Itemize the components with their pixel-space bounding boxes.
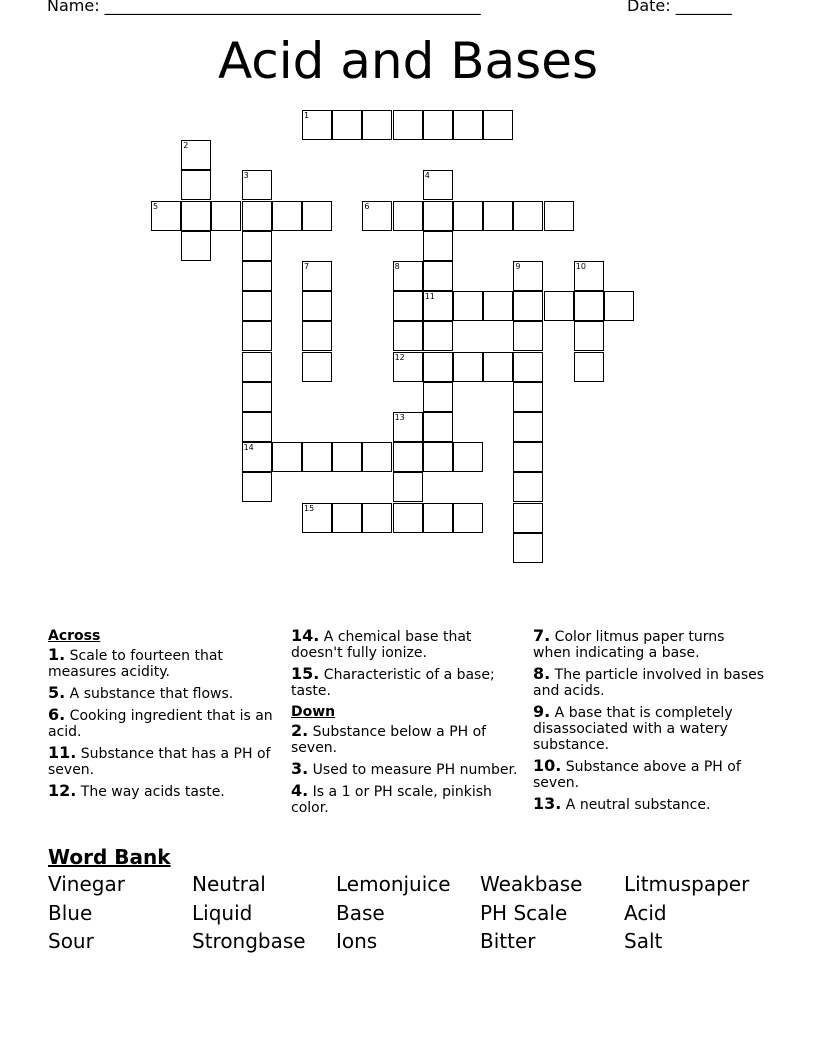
clues-column-2: [291, 628, 523, 821]
clue-text: Color litmus paper turns when indicating a base.: [533, 629, 725, 661]
crossword-cell[interactable]: [453, 442, 483, 472]
clue-number: 2: [183, 141, 189, 151]
crossword-cell[interactable]: [332, 442, 362, 472]
crossword-cell[interactable]: [393, 472, 423, 502]
crossword-cell[interactable]: [513, 472, 543, 502]
word-bank-word: Sour: [48, 929, 94, 953]
clue-number: 12: [394, 352, 405, 362]
clue-text: Is a 1 or PH scale, pinkish color.: [291, 784, 492, 816]
clue-text: Substance below a PH of seven.: [291, 724, 487, 756]
crossword-cell[interactable]: [423, 110, 453, 140]
clue-num: 11.: [48, 743, 77, 762]
word-bank-word: Neutral: [192, 872, 266, 896]
clue-item: [291, 666, 523, 699]
clue-number: 10: [575, 262, 586, 271]
crossword-cell[interactable]: [513, 503, 543, 533]
clue-item: [291, 783, 523, 816]
crossword-cell[interactable]: [423, 382, 453, 412]
crossword-cell[interactable]: [302, 261, 332, 291]
word-bank-word: Vinegar: [48, 872, 125, 896]
crossword-cell[interactable]: [242, 291, 272, 321]
clue-text: The particle involved in bases and acids.: [533, 667, 765, 699]
crossword-cell[interactable]: [574, 321, 604, 351]
down-header: Down: [291, 704, 336, 720]
clue-item: [291, 723, 523, 756]
clue-num: 9.: [533, 702, 551, 721]
clue-text: A substance that flows.: [65, 686, 234, 702]
clue-num: 7.: [533, 626, 551, 645]
crossword-cell[interactable]: [393, 321, 423, 351]
crossword-cell[interactable]: [302, 201, 332, 231]
clue-num: 12.: [48, 781, 77, 800]
crossword-cell[interactable]: [423, 352, 453, 382]
word-bank-word: Liquid: [192, 901, 253, 925]
crossword-cell[interactable]: [181, 231, 211, 261]
name-field[interactable]: Name: _______________________________________________: [47, 0, 481, 15]
crossword-cell[interactable]: [513, 321, 543, 351]
clue-number: 11: [424, 292, 435, 302]
clue-number: 13: [394, 413, 405, 422]
word-bank-word: Bitter: [480, 929, 536, 953]
crossword-cell[interactable]: [272, 201, 302, 231]
crossword-cell[interactable]: [574, 291, 604, 321]
crossword-cell[interactable]: [211, 201, 241, 231]
word-bank-word: Litmuspaper: [624, 872, 750, 896]
clue-item: [48, 783, 280, 800]
clue-num: 13.: [533, 794, 562, 813]
clue-text: Substance above a PH of seven.: [533, 759, 741, 791]
crossword-cell[interactable]: [242, 442, 272, 472]
crossword-cell[interactable]: [423, 170, 453, 200]
clue-text: Scale to fourteen that measures acidity.: [48, 648, 223, 680]
crossword-cell[interactable]: [513, 412, 543, 442]
clue-text: Used to measure PH number.: [308, 762, 518, 778]
crossword-cell[interactable]: [242, 352, 272, 382]
crossword-cell[interactable]: [332, 503, 362, 533]
crossword-cell[interactable]: [181, 201, 211, 231]
crossword-cell[interactable]: [574, 261, 604, 291]
crossword-cell[interactable]: [483, 110, 513, 140]
across-header: Across: [48, 628, 101, 644]
crossword-cell[interactable]: [362, 503, 392, 533]
crossword-cell[interactable]: [242, 231, 272, 261]
crossword-cell[interactable]: [513, 352, 543, 382]
clue-number: 6: [364, 201, 370, 211]
crossword-cell[interactable]: [423, 291, 453, 321]
clue-num: 1.: [48, 645, 66, 664]
crossword-cell[interactable]: [242, 382, 272, 412]
crossword-cell[interactable]: [302, 352, 332, 382]
crossword-cell[interactable]: [513, 533, 543, 563]
word-bank-word: Base: [336, 901, 385, 925]
clue-num: 5.: [48, 683, 66, 702]
crossword-cell[interactable]: [483, 201, 513, 231]
clue-number: 14: [243, 443, 254, 453]
crossword-cell[interactable]: [181, 140, 211, 170]
word-bank-word: Strongbase: [192, 929, 306, 953]
clue-item: [533, 758, 765, 791]
clue-number: 4: [424, 171, 430, 181]
clue-num: 3.: [291, 759, 309, 778]
crossword-cell[interactable]: [423, 231, 453, 261]
crossword-cell[interactable]: [513, 382, 543, 412]
word-bank-title: Word Bank: [48, 845, 171, 869]
crossword-cell[interactable]: [393, 291, 423, 321]
crossword-cell[interactable]: [574, 352, 604, 382]
crossword-cell[interactable]: [423, 503, 453, 533]
crossword-cell[interactable]: [513, 201, 543, 231]
clue-number: 15: [304, 503, 315, 513]
clue-item: [533, 628, 765, 661]
clue-item: [48, 685, 280, 702]
crossword-cell[interactable]: [453, 352, 483, 382]
crossword-cell[interactable]: [302, 503, 332, 533]
clue-item: [48, 647, 280, 680]
crossword-cell[interactable]: [544, 291, 574, 321]
clue-num: 2.: [291, 721, 309, 740]
crossword-cell[interactable]: [483, 291, 513, 321]
crossword-cell[interactable]: [453, 503, 483, 533]
crossword-cell[interactable]: [242, 201, 272, 231]
clue-text: Cooking ingredient that is an acid.: [48, 708, 273, 740]
date-field[interactable]: Date: _______: [627, 0, 732, 15]
clue-item: [291, 761, 523, 778]
clue-item: [533, 704, 765, 753]
clue-num: 8.: [533, 664, 551, 683]
crossword-cell[interactable]: [423, 201, 453, 231]
clue-num: 4.: [291, 781, 309, 800]
crossword-cell[interactable]: [453, 110, 483, 140]
crossword-cell[interactable]: [544, 201, 574, 231]
crossword-cell[interactable]: [513, 442, 543, 472]
crossword-cell[interactable]: [302, 291, 332, 321]
crossword-cell[interactable]: [393, 503, 423, 533]
crossword-cell[interactable]: [604, 291, 634, 321]
crossword-cell[interactable]: [362, 201, 392, 231]
crossword-cell[interactable]: [242, 321, 272, 351]
clue-item: [48, 745, 280, 778]
clue-text: A neutral substance.: [561, 797, 711, 813]
clue-number: 8: [394, 262, 400, 271]
crossword-cell[interactable]: [483, 352, 513, 382]
clues-column-3: [533, 628, 765, 818]
word-bank-word: Weakbase: [480, 872, 583, 896]
clue-text: A base that is completely disassociated with a watery substance.: [533, 705, 733, 753]
crossword-cell[interactable]: [242, 170, 272, 200]
clue-text: The way acids taste.: [76, 784, 225, 800]
crossword-cell[interactable]: [302, 442, 332, 472]
clue-text: Characteristic of a base; taste.: [291, 667, 495, 699]
crossword-cell[interactable]: [513, 261, 543, 291]
crossword-cell[interactable]: [453, 201, 483, 231]
crossword-cell[interactable]: [453, 291, 483, 321]
clue-num: 10.: [533, 756, 562, 775]
word-bank-word: Ions: [336, 929, 378, 953]
crossword-cell[interactable]: [362, 442, 392, 472]
clue-item: [533, 796, 765, 813]
crossword-cell[interactable]: [362, 110, 392, 140]
crossword-cell[interactable]: [332, 110, 362, 140]
crossword-cell[interactable]: [393, 201, 423, 231]
clue-item: [291, 628, 523, 661]
crossword-cell[interactable]: [423, 321, 453, 351]
crossword-cell[interactable]: [393, 352, 423, 382]
crossword-cell[interactable]: [242, 472, 272, 502]
crossword-cell[interactable]: [302, 110, 332, 140]
crossword-cell[interactable]: [423, 261, 453, 291]
crossword-cell[interactable]: [242, 261, 272, 291]
clue-number: 1: [304, 111, 310, 120]
crossword-cell[interactable]: [423, 412, 453, 442]
crossword-cell[interactable]: [423, 442, 453, 472]
crossword-cell[interactable]: [513, 291, 543, 321]
clue-number: 5: [153, 201, 159, 211]
clue-num: 6.: [48, 705, 66, 724]
page-title: Acid and Bases: [217, 32, 599, 90]
clue-item: [533, 666, 765, 699]
crossword-cell[interactable]: [151, 201, 181, 231]
word-bank-word: Acid: [624, 901, 667, 925]
clue-text: Substance that has a PH of seven.: [48, 746, 271, 778]
crossword-cell[interactable]: [302, 321, 332, 351]
word-bank-word: PH Scale: [480, 901, 568, 925]
crossword-cell[interactable]: [393, 412, 423, 442]
clue-number: 3: [243, 171, 249, 181]
clue-num: 14.: [291, 626, 320, 645]
clue-text: A chemical base that doesn't fully ionize.: [291, 629, 472, 661]
clues-column-1: [48, 628, 280, 805]
crossword-cell[interactable]: [272, 442, 302, 472]
word-bank-word: Salt: [624, 929, 663, 953]
crossword-cell[interactable]: [393, 110, 423, 140]
crossword-cell[interactable]: [242, 412, 272, 442]
word-bank-word: Blue: [48, 901, 93, 925]
word-bank-word: Lemonjuice: [336, 872, 451, 896]
clue-number: 7: [304, 262, 310, 271]
crossword-cell[interactable]: [393, 442, 423, 472]
crossword-cell[interactable]: [393, 261, 423, 291]
crossword-cell[interactable]: [181, 170, 211, 200]
clue-num: 15.: [291, 664, 320, 683]
clue-item: [48, 707, 280, 740]
clue-number: 9: [515, 262, 521, 271]
